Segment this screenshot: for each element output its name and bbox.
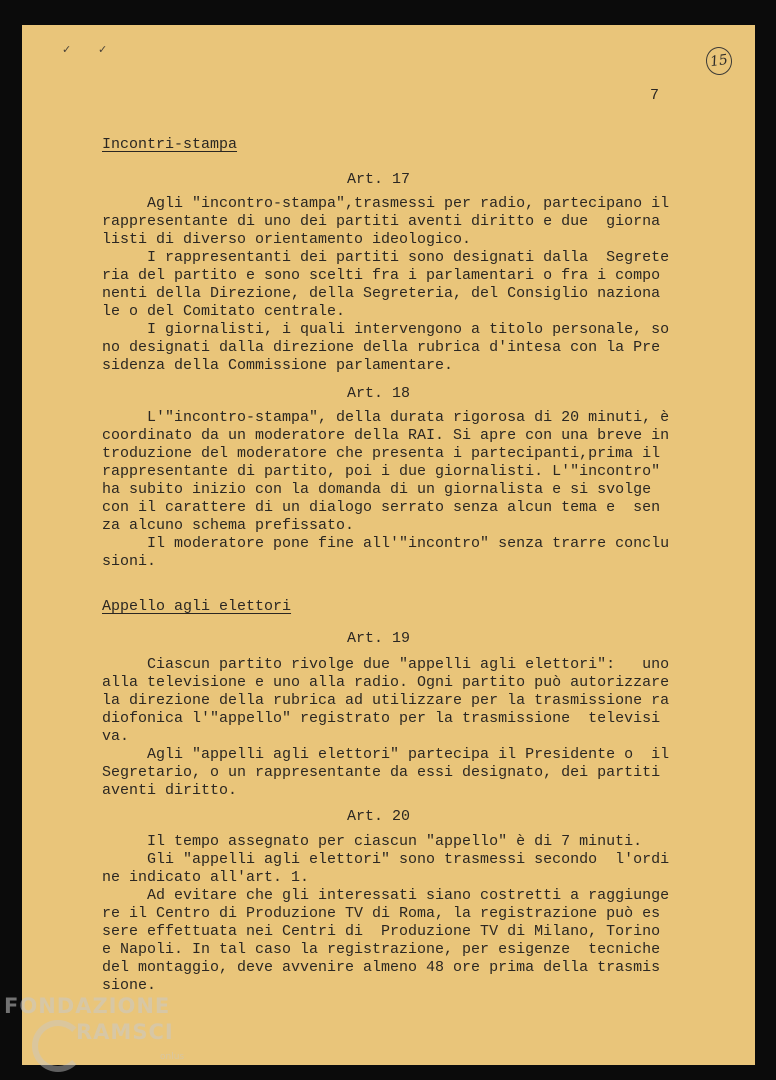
text-line: va. (102, 728, 130, 745)
text-line: sere effettuata nei Centri di Produzione TV di Milano, Torino (102, 923, 661, 940)
article-18-text (102, 409, 702, 571)
watermark-line2: RAMSCI (76, 1020, 174, 1044)
text-line: sione. (102, 977, 157, 994)
text-line: Segretario, o un rappresentante da essi designato, dei partiti (102, 764, 661, 781)
text-line: troduzione del moderatore che presenta i partecipanti,prima il (102, 445, 661, 462)
text-line: I giornalisti, i quali intervengono a titolo personale, so (102, 321, 670, 338)
text-line: sioni. (102, 553, 157, 570)
text-line: Gli "appelli agli elettori" sono trasmessi secondo l'ordi (102, 851, 670, 868)
folio-number: 15 (704, 45, 734, 76)
watermark-suffix: onlus (160, 1052, 185, 1062)
article-title: Art. 18 (346, 385, 410, 402)
watermark-logo (4, 992, 204, 1072)
text-line: za alcuno schema prefissato. (102, 517, 355, 534)
text-line: no designati dalla direzione della rubrica d'intesa con la Pre (102, 339, 661, 356)
text-line: Ciascun partito rivolge due "appelli agli elettori": uno (102, 656, 670, 673)
text-line: del montaggio, deve avvenire almeno 48 ore prima della trasmis (102, 959, 661, 976)
check-mark-icon: ✓ (62, 43, 72, 56)
text-line: Il moderatore pone fine all'"incontro" senza trarre conclu (102, 535, 670, 552)
section-heading-incontri-stampa: Incontri-stampa (102, 136, 238, 153)
article-19-text (102, 656, 702, 800)
text-line: rappresentante di uno dei partiti aventi diritto e due giorna (102, 213, 661, 230)
text-line: Agli "incontro-stampa",trasmessi per radio, partecipano il (102, 195, 670, 212)
text-line: Ad evitare che gli interessati siano costretti a raggiunge (102, 887, 670, 904)
text-line: Il tempo assegnato per ciascun "appello" è di 7 minuti. (102, 833, 643, 850)
text-line: L'"incontro-stampa", della durata rigorosa di 20 minuti, è (102, 409, 670, 426)
watermark-line1: FONDAZIONE (4, 994, 171, 1018)
text-line: rappresentante di partito, poi i due giornalisti. L'"incontro" (102, 463, 661, 480)
text-line: ha subito inizio con la domanda di un giornalista e si svolge (102, 481, 652, 498)
text-line: le o del Comitato centrale. (102, 303, 346, 320)
text-line: listi di diverso orientamento ideologico. (102, 231, 472, 248)
article-title: Art. 20 (346, 808, 410, 825)
text-line: coordinato da un moderatore della RAI. Si apre con una breve in (102, 427, 670, 444)
article-20-text (102, 833, 702, 995)
text-line: diofonica l'"appello" registrato per la trasmissione televisi (102, 710, 661, 727)
text-line: la direzione della rubrica ad utilizzare per la trasmissione ra (102, 692, 670, 709)
page-number: 7 (650, 87, 660, 104)
text-line: re il Centro di Produzione TV di Roma, la registrazione può es (102, 905, 661, 922)
text-line: aventi diritto. (102, 782, 238, 799)
text-line: alla televisione e uno alla radio. Ogni partito può autorizzare (102, 674, 670, 691)
section-heading-appello: Appello agli elettori (102, 598, 292, 615)
text-line: con il carattere di un dialogo serrato senza alcun tema e sen (102, 499, 661, 516)
text-line: ria del partito e sono scelti fra i parlamentari o fra i compo (102, 267, 661, 284)
text-line: e Napoli. In tal caso la registrazione, per esigenze tecniche (102, 941, 661, 958)
check-mark-icon: ✓ (98, 43, 108, 56)
text-line: I rappresentanti dei partiti sono designati dalla Segrete (102, 249, 670, 266)
text-line: ne indicato all'art. 1. (102, 869, 310, 886)
article-17-text (102, 195, 702, 375)
text-line: Agli "appelli agli elettori" partecipa il Presidente o il (102, 746, 670, 763)
text-line: sidenza della Commissione parlamentare. (102, 357, 454, 374)
article-title: Art. 19 (346, 630, 410, 647)
document-page (22, 25, 755, 1065)
article-title: Art. 17 (346, 171, 410, 188)
text-line: nenti della Direzione, della Segreteria, del Consiglio naziona (102, 285, 661, 302)
